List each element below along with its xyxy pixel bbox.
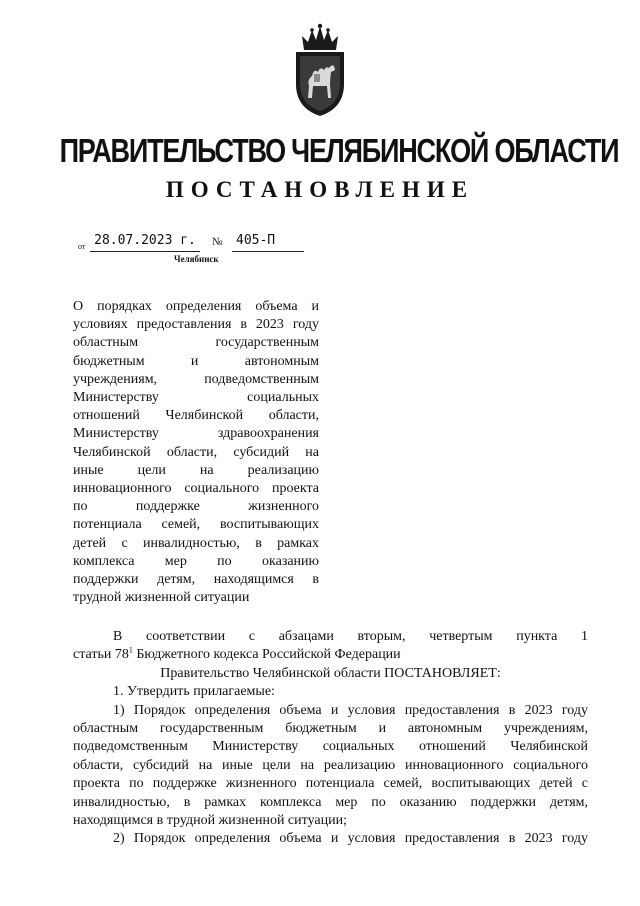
number-sign-label: № [212, 236, 223, 248]
subject-line: бюджетным и автономным [73, 353, 319, 369]
subject-line: Министерству социальных [73, 390, 319, 406]
document-subject [73, 298, 319, 607]
item-1-1-line: инвалидностью, в рамках комплекса мер по оказанию поддержки детям, [73, 794, 588, 810]
subject-line: учреждениям, подведомственным [73, 371, 319, 387]
subject-line: комплекса мер по оказанию [73, 553, 319, 569]
subject-line: иные цели на реализацию [73, 462, 319, 478]
item-1: 1. Утвердить прилагаемые: [113, 684, 275, 700]
subject-line: Челябинской области, субсидий на [73, 444, 319, 460]
subject-line: областным государственным [73, 335, 319, 351]
item-1-1-line: областным государственным бюджетным и автономным учреждениям, [73, 721, 588, 737]
document-date: 28.07.2023 г. [90, 231, 200, 252]
government-title: ПРАВИТЕЛЬСТВО ЧЕЛЯБИНСКОЙ ОБЛАСТИ [59, 132, 619, 169]
subject-line: О порядках определения объема и [73, 299, 319, 314]
subject-line: условиях предоставления в 2023 году [73, 317, 319, 333]
intro-line: В соответствии с абзацами вторым, четвертым пункта 1 [113, 629, 588, 644]
item-1-1-line: находящимся в трудной жизненной ситуации; [73, 813, 347, 829]
date-prefix-label: от [78, 242, 86, 251]
document-city: Челябинск [174, 254, 219, 264]
subject-line: детей с инвалидностью, в рамках [73, 535, 319, 551]
subject-line: Министерству здравоохранения [73, 426, 319, 442]
subject-line: инновационного социального проекта [73, 481, 319, 497]
item-1-2-line: 2) Порядок определения объема и условия предоставления в 2023 году [113, 831, 588, 847]
document-body [73, 628, 588, 849]
intro-line-2-part: Бюджетного кодекса Российской Федерации [132, 647, 401, 663]
subject-line: отношений Челябинской области, [73, 408, 319, 424]
item-1-1-line: проекта по поддержке жизненного потенциала семей, воспитывающих детей с [73, 776, 588, 792]
document-number: 405-П [232, 231, 304, 252]
subject-line: по поддержке жизненного [73, 499, 319, 515]
document-type: ПОСТАНОВЛЕНИЕ [165, 177, 475, 202]
subject-line: трудной жизненной ситуации [73, 590, 250, 606]
item-1-1-line: области, субсидий на иные цели на реализацию инновационного социального [73, 757, 588, 773]
item-1-1-line: 1) Порядок определения объема и условия предоставления в 2023 году [113, 702, 588, 718]
intro-line-2 [73, 646, 588, 664]
resolve-line: Правительство Челябинской области ПОСТАНОВЛЯЕТ: [160, 665, 501, 681]
item-1-1-line: подведомственным Министерству социальных отношений Челябинской [73, 739, 588, 755]
intro-line-2-part: статьи 78 [73, 647, 129, 663]
subject-line: поддержки детям, находящимся в [73, 572, 319, 588]
subject-line: потенциала семей, воспитывающих [73, 517, 319, 533]
superscript: 1 [128, 645, 133, 655]
chelyabinsk-coat-of-arms-icon [290, 22, 350, 118]
